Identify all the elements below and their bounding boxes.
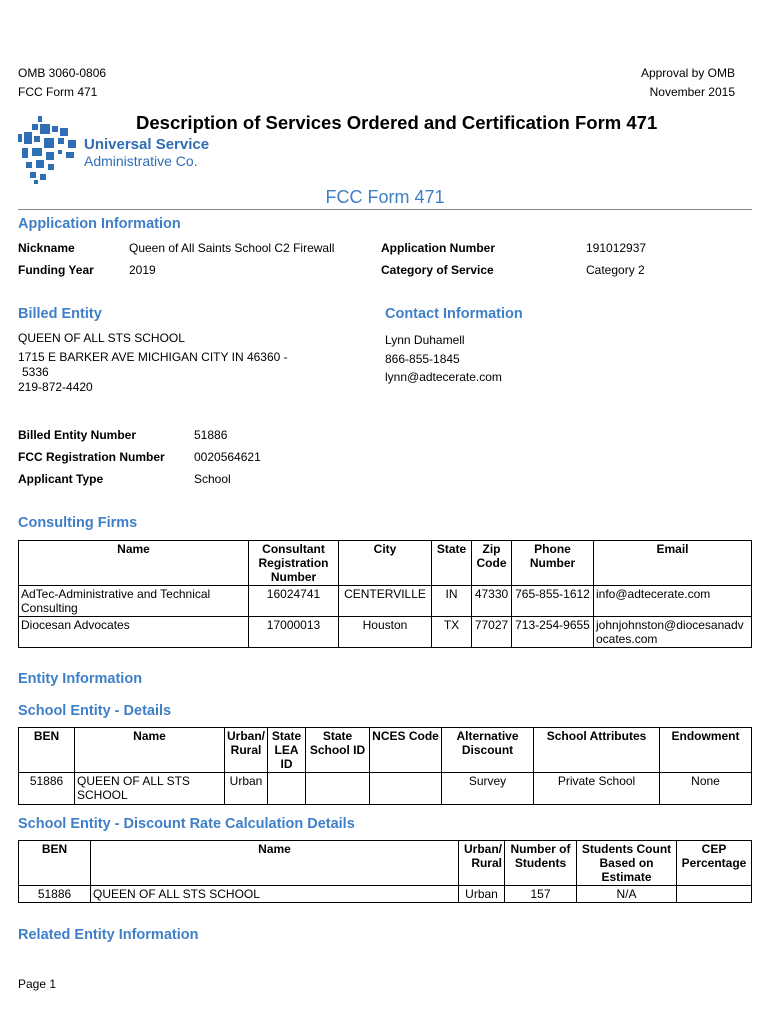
billed-entity-phone: 219-872-4420 xyxy=(18,380,93,394)
application-number-label: Application Number xyxy=(381,241,496,255)
form-number: FCC Form 471 xyxy=(18,85,98,99)
cell: TX xyxy=(432,617,472,648)
contact-name: Lynn Duhamell xyxy=(385,333,465,347)
billed-entity-addr1: 1715 E BARKER AVE MICHIGAN CITY IN 46360 - xyxy=(18,350,288,364)
col-header: NCES Code xyxy=(370,728,442,773)
consulting-section-title: Consulting Firms xyxy=(18,515,138,531)
nickname-label: Nickname xyxy=(18,241,75,255)
col-header: Alternative Discount xyxy=(442,728,534,773)
school-details-title: School Entity - Details xyxy=(18,703,172,719)
table-header-row xyxy=(19,541,752,586)
contact-block xyxy=(385,331,502,387)
cell: 157 xyxy=(505,886,577,903)
cell: N/A xyxy=(577,886,677,903)
cell: 51886 xyxy=(19,773,75,805)
col-header: CEP Percentage xyxy=(677,841,752,886)
cell: 17000013 xyxy=(249,617,339,648)
discount-table xyxy=(18,840,752,903)
page-number: Page 1 xyxy=(18,977,57,991)
header-right xyxy=(641,64,735,102)
application-number-value: 191012937 xyxy=(586,241,647,255)
col-header: Name xyxy=(75,728,225,773)
cell: Survey xyxy=(442,773,534,805)
col-header: Phone Number xyxy=(512,541,594,586)
contact-section-title: Contact Information xyxy=(385,306,523,322)
cell xyxy=(370,773,442,805)
consulting-table xyxy=(18,540,752,648)
table-header-row xyxy=(19,841,752,886)
application-section-title: Application Information xyxy=(18,216,181,232)
cell: Private School xyxy=(534,773,660,805)
col-header: Consultant Registration Number xyxy=(249,541,339,586)
divider xyxy=(18,209,752,210)
cell: CENTERVILLE xyxy=(339,586,432,617)
funding-year-label: Funding Year xyxy=(18,263,94,277)
cell: 713-254-9655 xyxy=(512,617,594,648)
fcc-reg-label: FCC Registration Number xyxy=(18,450,165,464)
cell: info@adtecerate.com xyxy=(594,586,752,617)
col-header: BEN xyxy=(19,728,75,773)
billed-entity-address xyxy=(18,331,288,395)
cell: None xyxy=(660,773,752,805)
col-header: State LEA ID xyxy=(268,728,306,773)
col-header: Zip Code xyxy=(472,541,512,586)
cell xyxy=(677,886,752,903)
col-header: BEN xyxy=(19,841,91,886)
col-header: Endowment xyxy=(660,728,752,773)
col-header: Name xyxy=(19,541,249,586)
col-header: City xyxy=(339,541,432,586)
billed-entity-addr2: 5336 xyxy=(22,365,49,379)
omb-number: OMB 3060-0806 xyxy=(18,66,107,80)
cell: Diocesan Advocates xyxy=(19,617,249,648)
table-row xyxy=(19,886,752,903)
col-header: State School ID xyxy=(306,728,370,773)
ben-label: Billed Entity Number xyxy=(18,428,137,442)
cell: 16024741 xyxy=(249,586,339,617)
cell: 51886 xyxy=(19,886,91,903)
form-subtitle: FCC Form 471 xyxy=(325,187,445,207)
cell xyxy=(306,773,370,805)
table-row xyxy=(19,773,752,805)
nickname-value: Queen of All Saints School C2 Firewall xyxy=(129,241,335,255)
billed-entity-name: QUEEN OF ALL STS SCHOOL xyxy=(18,331,185,345)
cell: AdTec-Administrative and Technical Consulting xyxy=(19,586,249,617)
usac-logo-icon xyxy=(18,116,80,184)
cell: 765-855-1612 xyxy=(512,586,594,617)
col-header: Urban/ Rural xyxy=(225,728,268,773)
cell: johnjohnston@diocesanadvocates.com xyxy=(594,617,752,648)
related-entity-title: Related Entity Information xyxy=(18,927,199,943)
col-header: School Attributes xyxy=(534,728,660,773)
cell: QUEEN OF ALL STS SCHOOL xyxy=(91,886,459,903)
applicant-type-value: School xyxy=(194,472,231,486)
page-title: Description of Services Ordered and Certification Form 471 xyxy=(136,112,658,133)
col-header: Name xyxy=(91,841,459,886)
applicant-type-label: Applicant Type xyxy=(18,472,104,486)
discount-title: School Entity - Discount Rate Calculation Details xyxy=(18,816,355,832)
table-header-row xyxy=(19,728,752,773)
contact-email: lynn@adtecerate.com xyxy=(385,370,502,384)
cell: Urban xyxy=(459,886,505,903)
col-header: State xyxy=(432,541,472,586)
contact-phone: 866-855-1845 xyxy=(385,351,460,366)
approval-text: Approval by OMB xyxy=(640,66,735,80)
header-left xyxy=(18,64,106,102)
col-header: Number of Students xyxy=(505,841,577,886)
cell: 47330 xyxy=(472,586,512,617)
logo-line2: Administrative Co. xyxy=(84,153,198,169)
col-header: Students Count Based on Estimate xyxy=(577,841,677,886)
cell: QUEEN OF ALL STS SCHOOL xyxy=(75,773,225,805)
fcc-reg-value: 0020564621 xyxy=(194,450,261,464)
ben-value: 51886 xyxy=(194,428,228,442)
approval-date: November 2015 xyxy=(649,85,735,99)
cell: Urban xyxy=(225,773,268,805)
category-label: Category of Service xyxy=(381,263,494,277)
funding-year-value: 2019 xyxy=(129,263,156,277)
table-row xyxy=(19,617,752,648)
col-header: Email xyxy=(594,541,752,586)
table-row xyxy=(19,586,752,617)
category-value: Category 2 xyxy=(586,263,645,277)
school-details-table xyxy=(18,727,752,805)
billed-entity-section-title: Billed Entity xyxy=(18,306,102,322)
cell xyxy=(268,773,306,805)
col-header: Urban/ Rural xyxy=(459,841,505,886)
cell: 77027 xyxy=(472,617,512,648)
cell: IN xyxy=(432,586,472,617)
logo-line1: Universal Service xyxy=(84,136,210,153)
cell: Houston xyxy=(339,617,432,648)
entity-section-title: Entity Information xyxy=(18,671,143,687)
